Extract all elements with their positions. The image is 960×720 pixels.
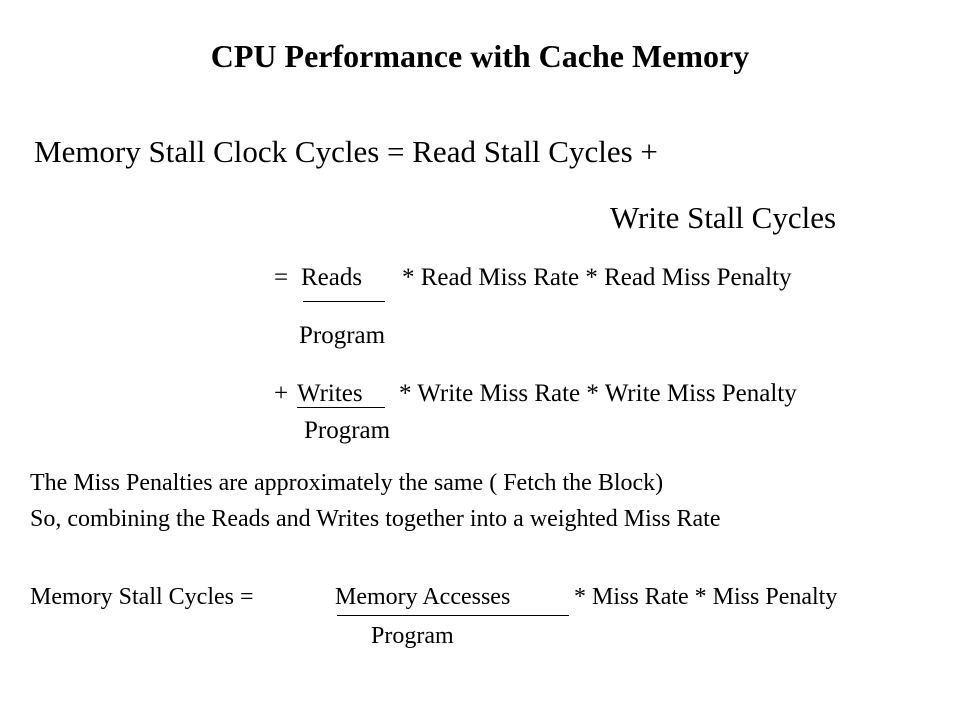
writes-denominator: Program xyxy=(304,417,391,444)
combined-lhs: Memory Stall Cycles = xyxy=(30,584,254,610)
reads-fraction-bar xyxy=(303,301,385,302)
writes-term-rest: * Write Miss Rate * Write Miss Penalty xyxy=(399,380,797,407)
combined-denominator: Program xyxy=(371,623,454,649)
slide-title: CPU Performance with Cache Memory xyxy=(210,38,750,74)
combined-fraction-bar xyxy=(337,615,569,616)
reads-numerator: Reads xyxy=(301,264,363,291)
combined-numerator: Memory Accesses xyxy=(335,584,511,610)
stall-equation-line1: Memory Stall Clock Cycles = Read Stall Cycles + xyxy=(34,134,658,169)
stall-equation-line2: Write Stall Cycles xyxy=(610,200,837,235)
reads-denominator: Program xyxy=(299,322,386,349)
reads-term-rest: * Read Miss Rate * Read Miss Penalty xyxy=(402,264,792,291)
writes-numerator: Writes xyxy=(297,380,363,407)
note-line-1: The Miss Penalties are approximately the same ( Fetch the Block) xyxy=(30,470,664,496)
note-line-2: So, combining the Reads and Writes together into a weighted Miss Rate xyxy=(30,506,721,532)
plus-sign: + xyxy=(274,380,289,407)
writes-fraction-bar xyxy=(297,407,385,408)
equals-sign: = xyxy=(274,264,289,291)
combined-rest: * Miss Rate * Miss Penalty xyxy=(574,584,838,610)
